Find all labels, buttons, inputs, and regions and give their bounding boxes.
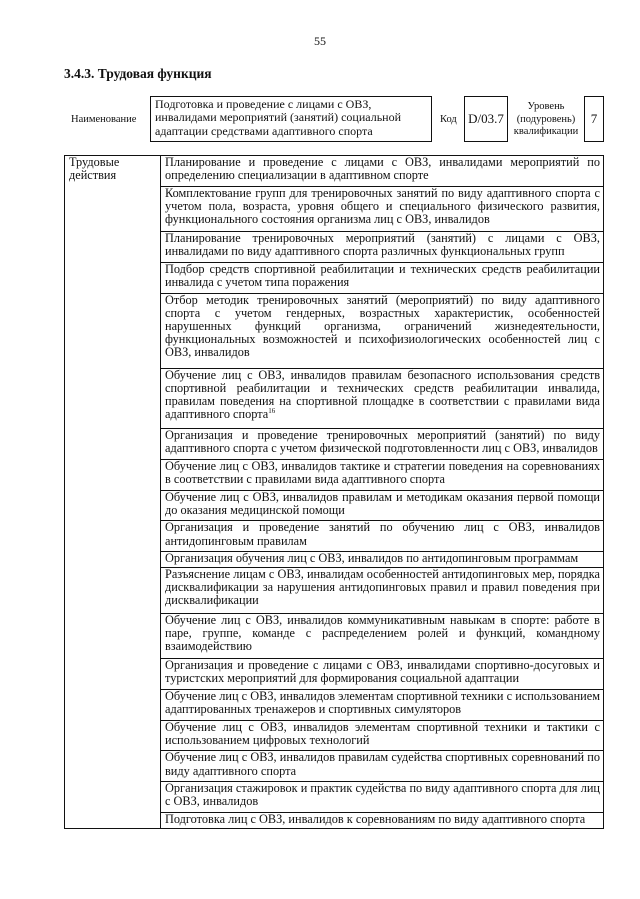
labor-action-text: Комплектование групп для тренировочных занятий по виду адаптивного спорта с учетом пола, возраста, уровня общего и специального физического развития, функционального состояния организма лиц с ОВЗ, инвалидов [165, 185, 600, 226]
labor-action-item [161, 552, 604, 568]
labor-action-item [161, 521, 604, 552]
footnote-marker: 16 [268, 407, 276, 416]
level-label: Уровень (подуровень) квалификации [513, 101, 579, 137]
labor-action-text: Обучение лиц с ОВЗ, инвалидов коммуникативным навыкам в спорте: работе в паре, группе, команде с распределением ролей и функций, командному взаимодействию [165, 612, 600, 653]
labor-action-text: Обучение лиц с ОВЗ, инвалидов тактике и стратегии поведения на соревнованиях в соответствии с правилами вида адаптивного спорта [165, 459, 600, 487]
labor-action-text: Организация и проведение с лицами с ОВЗ, инвалидами спортивно-досуговых и туристских мероприятий для формирования социальной адаптации [165, 658, 600, 686]
labor-action-text: Подготовка лиц с ОВЗ, инвалидов к соревнованиям по виду адаптивного спорта [165, 811, 586, 826]
labor-action-item [161, 490, 604, 521]
level-value: 7 [590, 111, 598, 126]
labor-action-row [65, 156, 604, 187]
page-number: 55 [314, 34, 326, 48]
section-title: 3.4.3. Трудовая функция [64, 66, 212, 81]
labor-action-item [161, 751, 604, 782]
labor-action-item [161, 782, 604, 813]
labor-action-text: Организация и проведение тренировочных мероприятий (занятий) по виду адаптивного спорта с учетом физической подготовленности лиц с ОВЗ, инвалидов [165, 428, 600, 456]
labor-action-item [161, 568, 604, 614]
labor-action-item [161, 460, 604, 491]
labor-action-item [161, 368, 604, 428]
labor-action-item [161, 689, 604, 720]
name-label: Наименование [71, 114, 137, 125]
level-box [584, 96, 604, 142]
labor-action-text: Отбор методик тренировочных занятий (мероприятий) по виду адаптивного спорта с учетом гендерных, возрастных характеристик, особенностей нарушенных функций организма, ограничений жизнедеятельности, функциональных возможностей и психофизиологических особенностей лиц с ОВЗ, инвалидов [165, 292, 600, 360]
labor-action-item [161, 156, 604, 187]
labor-action-text: Разъяснение лицам с ОВЗ, инвалидам особенностей антидопинговых мер, порядка дисквалификации за нарушения антидопинговых правил и правил поведения при дисквалификации [165, 567, 600, 608]
labor-action-text: Обучение лиц с ОВЗ, инвалидов правилам безопасного использования средств спортивной реабилитации и технических средств реабилитации инвалида, правилам поведения на спортивной площадке в соответствии с правилами вида адаптивного спорта [165, 367, 600, 422]
labor-actions-label: Трудовые действия [65, 156, 161, 829]
labor-action-text: Обучение лиц с ОВЗ, инвалидов правилам судейства спортивных соревнований по виду адаптивного спорта [165, 750, 600, 778]
labor-action-item [161, 613, 604, 659]
labor-action-item [161, 232, 604, 263]
labor-action-text: Организация обучения лиц с ОВЗ, инвалидов по антидопинговым программам [165, 551, 579, 566]
code-value: D/03.7 [468, 111, 504, 126]
labor-actions-body [65, 156, 604, 829]
labor-action-item [161, 429, 604, 460]
labor-actions-table [64, 155, 604, 829]
labor-action-text: Планирование и проведение с лицами с ОВЗ, инвалидами мероприятий по определению специализации в адаптивном спорте [165, 155, 600, 183]
labor-action-item [161, 263, 604, 294]
labor-action-text: Планирование тренировочных мероприятий (занятий) с лицами с ОВЗ, инвалидами по виду адаптивного спорта различных функциональных групп [165, 231, 600, 259]
labor-action-text: Обучение лиц с ОВЗ, инвалидов элементам спортивной техники с использованием адаптированных тренажеров и спортивных симуляторов [165, 688, 600, 717]
labor-action-text: Обучение лиц с ОВЗ, инвалидов элементам спортивной техники и тактики с использованием цифровых технологий [165, 719, 600, 747]
function-name: Подготовка и проведение с лицами с ОВЗ, инвалидами мероприятий (занятий) социальной адаптации средствами адаптивного спорта [155, 97, 402, 138]
labor-action-text: Организация стажировок и практик судейства по виду адаптивного спорта для лиц с ОВЗ, инвалидов [165, 781, 600, 809]
labor-action-text: Организация и проведение занятий по обучению лиц с ОВЗ, инвалидов антидопинговым правилам [165, 520, 600, 548]
labor-action-item [161, 186, 604, 232]
labor-action-text: Подбор средств спортивной реабилитации и технических средств реабилитации инвалида с учетом типа поражения [165, 262, 600, 290]
labor-action-item [161, 293, 604, 368]
code-label: Код [440, 114, 457, 125]
labor-action-item [161, 659, 604, 690]
code-box [464, 96, 508, 142]
labor-action-text: Обучение лиц с ОВЗ, инвалидов правилам и методикам оказания первой помощи до оказания медицинской помощи [165, 489, 600, 517]
function-name-box [150, 96, 432, 142]
labor-action-item [161, 812, 604, 828]
labor-action-item [161, 720, 604, 751]
